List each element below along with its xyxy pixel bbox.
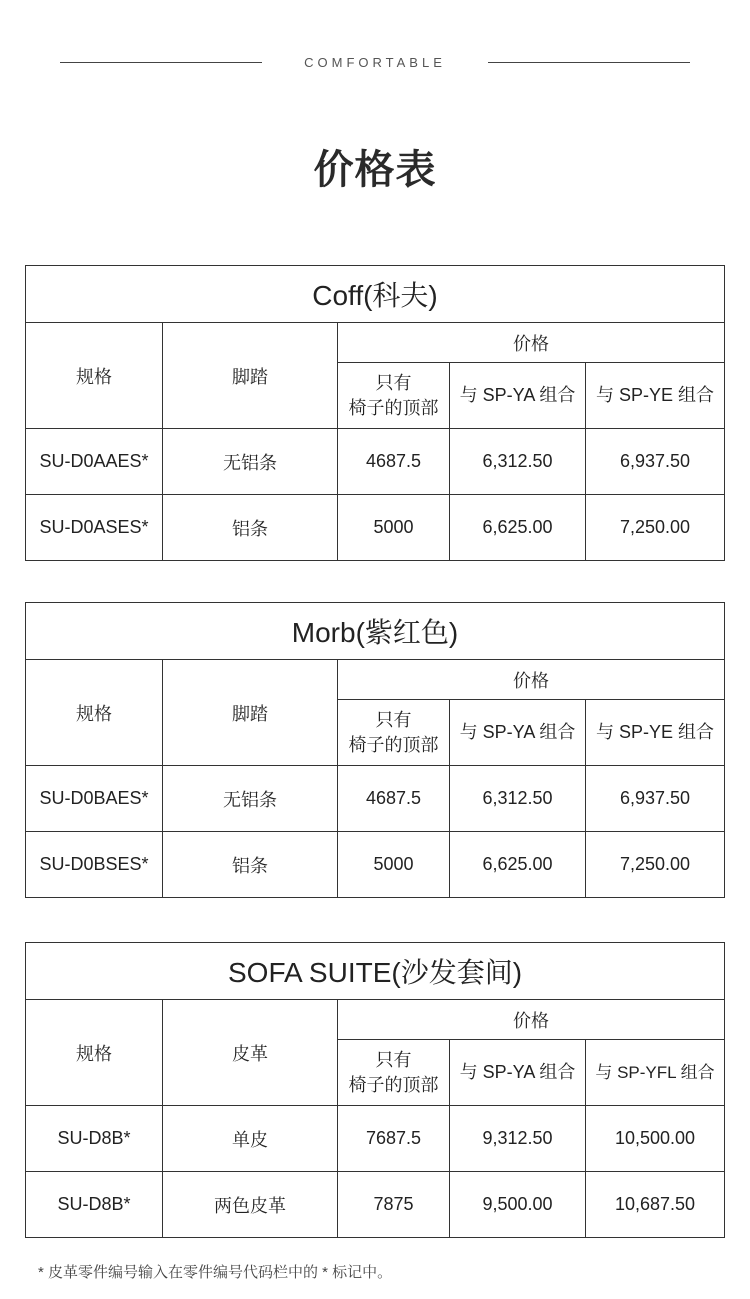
cell-combo-b-price: 6,937.50 [586, 429, 725, 495]
column-header-chair-only: 只有 椅子的顶部 [338, 700, 450, 766]
cell-chair-price: 7875 [338, 1172, 450, 1238]
table-title: Morb(紫红色) [26, 603, 725, 660]
cell-chair-price: 7687.5 [338, 1106, 450, 1172]
column-header-leather: 皮革 [163, 1000, 338, 1106]
cell-spec: SU-D8B* [26, 1172, 163, 1238]
column-header-combo-b: 与 SP-YE 组合 [586, 700, 725, 766]
header-tagline: COMFORTABLE [304, 55, 446, 70]
cell-combo-b-price: 7,250.00 [586, 832, 725, 898]
cell-combo-b-price: 10,500.00 [586, 1106, 725, 1172]
cell-spec: SU-D0AAES* [26, 429, 163, 495]
column-header-combo-b: 与 SP-YFL 组合 [586, 1040, 725, 1106]
cell-chair-price: 5000 [338, 832, 450, 898]
column-header-price: 价格 [338, 660, 725, 700]
footnote: * 皮革零件编号输入在零件编号代码栏中的 * 标记中。 [38, 1264, 393, 1281]
column-header-price: 价格 [338, 323, 725, 363]
column-header-spec: 规格 [26, 1000, 163, 1106]
table-row [26, 1106, 725, 1172]
cell-leather: 单皮 [163, 1106, 338, 1172]
column-header-combo-b: 与 SP-YE 组合 [586, 363, 725, 429]
cell-combo-b-price: 6,937.50 [586, 766, 725, 832]
cell-footrest: 无铝条 [163, 429, 338, 495]
cell-chair-price: 5000 [338, 495, 450, 561]
cell-footrest: 铝条 [163, 832, 338, 898]
table-title: Coff(科夫) [26, 266, 725, 323]
table-row [26, 766, 725, 832]
table-row [26, 495, 725, 561]
header-divider-left [60, 62, 262, 63]
column-header-footrest: 脚踏 [163, 660, 338, 766]
table-row [26, 1172, 725, 1238]
column-header-combo-a: 与 SP-YA 组合 [450, 363, 586, 429]
column-header-combo-a: 与 SP-YA 组合 [450, 700, 586, 766]
column-header-spec: 规格 [26, 323, 163, 429]
cell-chair-price: 4687.5 [338, 766, 450, 832]
cell-combo-b-price: 7,250.00 [586, 495, 725, 561]
price-table-coff [25, 265, 725, 561]
cell-spec: SU-D0BSES* [26, 832, 163, 898]
column-header-footrest: 脚踏 [163, 323, 338, 429]
cell-combo-a-price: 6,625.00 [450, 832, 586, 898]
column-header-price: 价格 [338, 1000, 725, 1040]
cell-chair-price: 4687.5 [338, 429, 450, 495]
table-row [26, 429, 725, 495]
price-table-morb [25, 602, 725, 898]
header [0, 52, 750, 74]
cell-footrest: 无铝条 [163, 766, 338, 832]
price-table-sofa-suite [25, 942, 725, 1238]
cell-spec: SU-D0ASES* [26, 495, 163, 561]
cell-combo-b-price: 10,687.50 [586, 1172, 725, 1238]
column-header-spec: 规格 [26, 660, 163, 766]
column-header-chair-only: 只有 椅子的顶部 [338, 1040, 450, 1106]
table-title: SOFA SUITE(沙发套间) [26, 943, 725, 1000]
cell-footrest: 铝条 [163, 495, 338, 561]
header-divider-right [488, 62, 690, 63]
cell-combo-a-price: 6,625.00 [450, 495, 586, 561]
cell-combo-a-price: 9,312.50 [450, 1106, 586, 1172]
cell-spec: SU-D8B* [26, 1106, 163, 1172]
cell-combo-a-price: 6,312.50 [450, 429, 586, 495]
table-row [26, 832, 725, 898]
cell-combo-a-price: 6,312.50 [450, 766, 586, 832]
page-title: 价格表 [313, 148, 437, 192]
cell-spec: SU-D0BAES* [26, 766, 163, 832]
column-header-chair-only: 只有 椅子的顶部 [338, 363, 450, 429]
column-header-combo-a: 与 SP-YA 组合 [450, 1040, 586, 1106]
cell-combo-a-price: 9,500.00 [450, 1172, 586, 1238]
cell-leather: 两色皮革 [163, 1172, 338, 1238]
